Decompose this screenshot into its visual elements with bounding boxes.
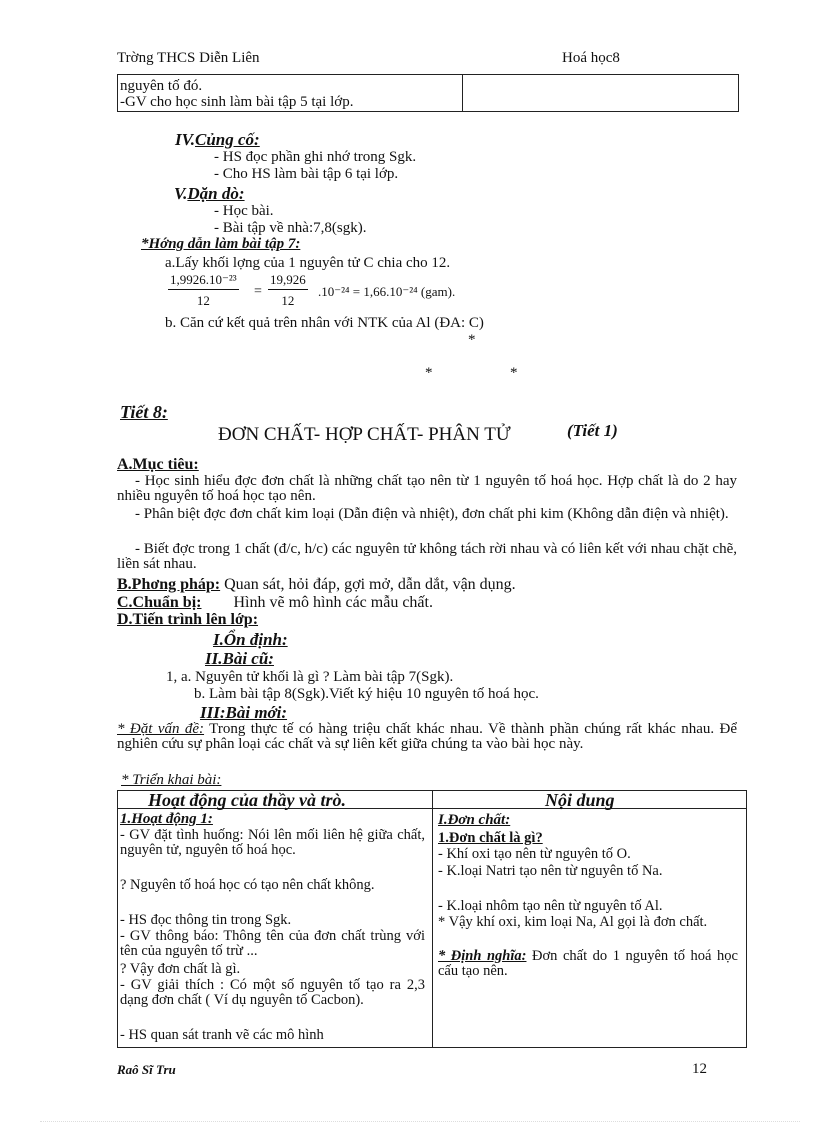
- star-2: *: [425, 365, 433, 381]
- method: [117, 576, 516, 594]
- section5-heading: V.Dặn dò:: [174, 184, 245, 203]
- formula-fraction-1: [168, 272, 239, 309]
- footer-page-number: 12: [692, 1061, 707, 1077]
- activity-1-line-2: ? Nguyên tố hoá học có tạo nên chất không.: [120, 877, 375, 893]
- content-line-2: - K.loại Natri tạo nên từ nguyên tố Na.: [438, 863, 663, 879]
- content-definition: [438, 949, 738, 979]
- top-table-divider: [462, 74, 463, 111]
- header-subject: Hoá học8: [562, 50, 620, 66]
- table-header-activities: Hoạt động của thầy và trò.: [148, 790, 347, 810]
- section5-item-2: - Bài tập về nhà:7,8(sgk).: [214, 220, 367, 236]
- prepare-text: Hình vẽ mô hình các mẫu chất.: [233, 594, 433, 611]
- star-1: *: [468, 332, 476, 348]
- section4-heading: IV.Củng cố:: [175, 130, 260, 149]
- old-lesson-q2: b. Làm bài tập 8(Sgk).Viết ký hiệu 10 nguyên tố hoá học.: [194, 686, 539, 702]
- header-school: Trờng THCS Diễn Liên: [117, 50, 260, 66]
- lesson-label: Tiết 8:: [120, 402, 168, 422]
- content-line-3: - K.loại nhôm tạo nên từ nguyên tố Al.: [438, 898, 663, 914]
- guide-step-b: b. Căn cứ kết quả trên nhân với NTK của Al (ĐA: C): [165, 315, 484, 331]
- activity-1-line-3: - HS đọc thông tin trong Sgk.: [120, 912, 292, 928]
- objective-2: - Phân biệt đợc đơn chất kim loại (Dẫn điện và nhiệt), đơn chất phi kim (Không dẫn điện và nhiệt).: [135, 506, 729, 522]
- stage-3-heading: III:Bài mới:: [200, 703, 288, 722]
- content-line-1: - Khí oxi tạo nên từ nguyên tố O.: [438, 846, 631, 862]
- lesson-title: ĐƠN CHẤT- HỢP CHẤT- PHÂN TỬ: [218, 424, 511, 445]
- star-3: *: [510, 365, 518, 381]
- intro-label: * Đặt vấn đề:: [117, 721, 205, 737]
- section5-item-1: - Học bài.: [214, 203, 274, 219]
- content-title: I.Đơn chất:: [438, 812, 511, 828]
- activity-1-title: 1.Hoạt động 1:: [120, 811, 213, 827]
- section4-item-2: - Cho HS làm bài tập 6 tại lớp.: [214, 166, 399, 182]
- objective-3: - Biết đợc trong 1 chất (đ/c, h/c) các nguyên tử không tách rời nhau và có liên kết với nhau chặt chẽ, liền sát nhau.: [117, 541, 737, 572]
- lesson-part: (Tiết 1): [567, 421, 618, 440]
- intro-paragraph: [117, 722, 737, 752]
- content-subtitle: 1.Đơn chất là gì?: [438, 830, 543, 846]
- formula-den-1: 12: [196, 293, 210, 308]
- table-header-content: Nội dung: [545, 790, 615, 810]
- top-table-line1: nguyên tố đó.: [120, 78, 203, 94]
- prepare-label: C.Chuẩn bị:: [117, 594, 202, 611]
- formula-num-1: 1,9926.10⁻²³: [168, 272, 239, 290]
- process-heading: D.Tiến trình lên lớp:: [117, 611, 259, 628]
- activity-1-line-4: - GV thông báo: Thông tên của đơn chất trùng với tên của nguyên tố trừ ...: [120, 928, 425, 959]
- top-table-line2: -GV cho học sinh làm bài tập 5 tại lớp.: [120, 94, 354, 110]
- deploy-label: * Triển khai bài:: [121, 772, 222, 788]
- method-text: Quan sát, hỏi đáp, gợi mở, dẫn dắt, vận dụng.: [224, 576, 516, 593]
- method-label: B.Phơng pháp:: [117, 576, 221, 593]
- old-lesson-q1: 1, a. Nguyên tử khối là gì ? Làm bài tập 7(Sgk).: [166, 669, 454, 685]
- formula-num-2: 19,926: [268, 272, 308, 290]
- definition-label: * Định nghĩa:: [438, 948, 527, 964]
- page-edge: [40, 1121, 800, 1122]
- intro-text: Trong thực tế có hàng triệu chất khác nhau. Về thành phần chúng rất khác nhau. Để nghiên cứu sự phân loại các chất và sự liên kết giữa chúng ta vào bài học này.: [117, 721, 738, 752]
- activity-1-line-1: - GV đặt tình huống: Nói lên mối liên hệ giữa chất, nguyên tử, nguyên tố hoá học.: [120, 827, 425, 858]
- definition-text: Đơn chất do 1 nguyên tố hoá học cấu tạo nên.: [438, 948, 738, 979]
- formula-fraction-2: [268, 272, 308, 309]
- formula-rest: .10⁻²⁴ = 1,66.10⁻²⁴ (gam).: [318, 284, 456, 299]
- activity-1-line-6: - GV giải thích : Có một số nguyên tố tạo ra 2,3 dạng đơn chất ( Ví dụ nguyên tố Cacbon).: [120, 977, 425, 1008]
- content-line-4: * Vậy khí oxi, kim loại Na, Al gọi là đơn chất.: [438, 914, 708, 930]
- objectives-heading: A.Mục tiêu:: [117, 456, 199, 473]
- section4-item-1: - HS đọc phần ghi nhớ trong Sgk.: [214, 149, 417, 165]
- formula-den-2: 12: [281, 293, 295, 308]
- guide-step-a: a.Lấy khối lợng của 1 nguyên tử C chia cho 12.: [165, 255, 451, 271]
- activity-1-line-7: - HS quan sát tranh vẽ các mô hình: [120, 1028, 324, 1043]
- formula-equals: =: [254, 284, 262, 299]
- objective-1: - Học sinh hiểu đợc đơn chất là những chất tạo nên từ 1 nguyên tố hoá học. Hợp chất là do 2 hay nhiều nguyên tố hoá học tạo nên.: [117, 473, 737, 504]
- table-column-divider: [432, 790, 433, 1048]
- stage-2-heading: II.Bài cũ:: [205, 649, 274, 668]
- activity-1-line-5: ? Vậy đơn chất là gì.: [120, 961, 241, 977]
- guide-title: *Hớng dẫn làm bài tập 7:: [141, 236, 301, 252]
- prepare: [117, 594, 433, 612]
- footer-author: Raô Sĩ Tru: [117, 1062, 176, 1077]
- stage-1-heading: I.Ổn định:: [213, 630, 288, 649]
